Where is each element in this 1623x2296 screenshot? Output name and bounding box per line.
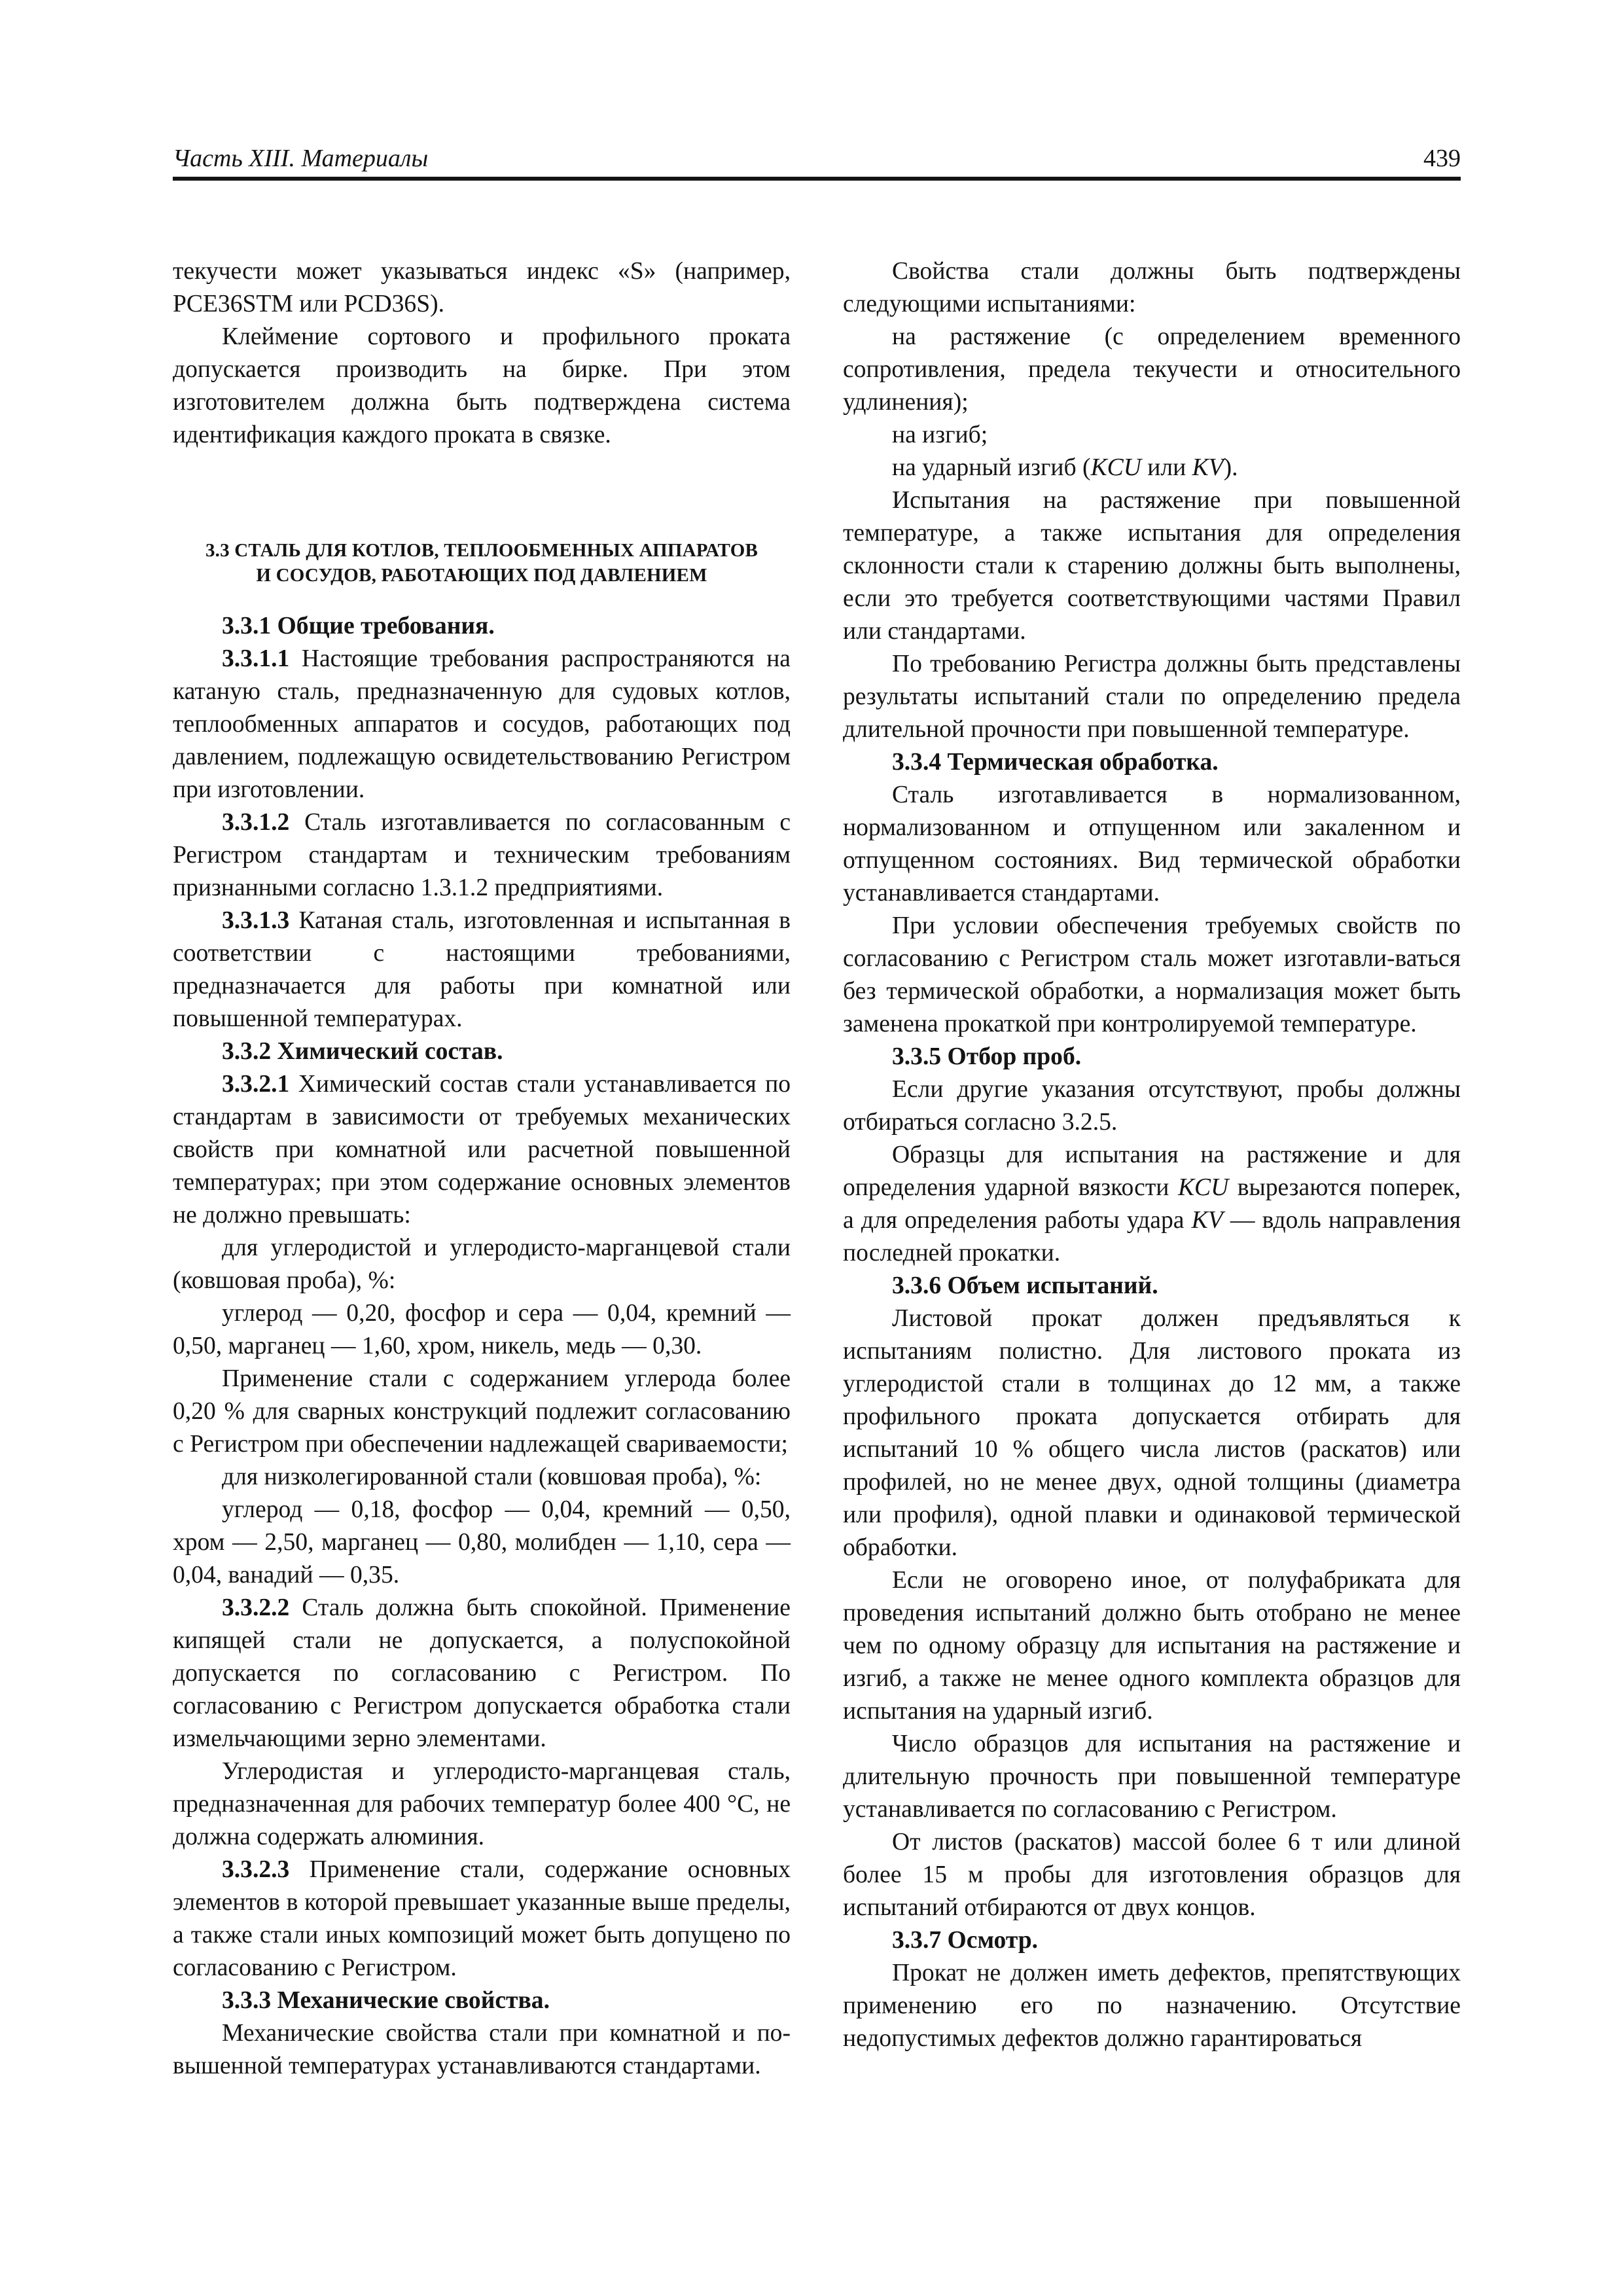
clause-number: 3.3.1.2 <box>222 809 290 836</box>
subsection-heading: 3.3.3 Механические свойства. <box>222 1987 550 2014</box>
paragraph <box>173 806 791 905</box>
kcu-symbol: KCU <box>1177 1174 1229 1201</box>
paragraph: Листовой прокат должен предъявляться к испытаниям полистно. Для листового проката из углеродистой стали в толщинах до 12 мм, а также профильного проката допускается отбирать для испытаний 10 % общего числа листов (раскатов) или профилей, но не менее двух, одной толщины (диаметра или профиля), одной плавки и одинаковой термической обработки. <box>843 1305 1461 1561</box>
paragraph: Углеродистая и углеродисто-марганцевая сталь, предназначенная для рабочих температур более 400 °C, не должна содержать алюминия. <box>173 1758 791 1850</box>
paragraph: Прокат не должен иметь дефектов, препятствующих применению его по назначению. Отсутствие недопустимых дефектов должно гарантироваться <box>843 1960 1461 2052</box>
paragraph: Если другие указания отсутствуют, пробы должны отбираться согласно 3.2.5. <box>843 1076 1461 1136</box>
section-heading-line-2: И СОСУДОВ, РАБОТАЮЩИХ ПОД ДАВЛЕНИЕМ <box>256 565 707 586</box>
paragraph: От листов (раскатов) массой более 6 т или длиной более 15 м пробы для изготовления образцов для испытаний отбираются от двух концов. <box>843 1829 1461 1921</box>
section-heading-line-1: 3.3 СТАЛЬ ДЛЯ КОТЛОВ, ТЕПЛООБМЕННЫХ АППАРАТОВ <box>205 540 758 561</box>
subsection-heading: 3.3.1 Общие требования. <box>222 613 495 639</box>
paragraph: на растяжение (с определением временного сопротивления, предела текучести и относительного удлинения); <box>843 323 1461 416</box>
paragraph <box>173 1592 791 1755</box>
paragraph: Свойства стали должны быть подтверждены следующими испытаниями: <box>843 258 1461 317</box>
page-number: 439 <box>1423 145 1461 172</box>
clause-text: Сталь изготавливается по согласованным с Регистром стандартам и техническим требованиям признанными согласно 1.3.1.2 предприятиями. <box>173 809 791 901</box>
spacer <box>173 588 791 610</box>
kv-symbol: KV <box>1191 1207 1223 1234</box>
spacer <box>173 452 791 538</box>
paragraph: Механические свойства стали при комнатной и повышенной температурах устанавливаются стандартами. <box>173 2020 791 2079</box>
paragraph: Если не оговорено иное, от полуфабриката для проведения испытаний должно быть отобрано не менее чем по одному образцу для испытания на растяжение и изгиб, а также не менее одного комплекта образцов для испытания на ударный изгиб. <box>843 1567 1461 1725</box>
text-run: на ударный изгиб ( <box>892 454 1091 481</box>
paragraph: для низколегированной стали (ковшовая проба), %: <box>222 1463 762 1490</box>
header-rule <box>173 177 1461 181</box>
page-header <box>173 143 1461 178</box>
clause-number: 3.3.2.2 <box>222 1594 290 1621</box>
paragraph: Сталь изготавливается в нормализованном, нормализованном и отпущенном или закаленном и отпущенном состояниях. Вид термической обработки устанавливается стандартами. <box>843 781 1461 906</box>
paragraph <box>173 643 791 806</box>
text-run: Образцы для испытания на растяжение и для определения ударной вязкости <box>843 1141 1461 1201</box>
clause-text: Катаная сталь, изготовленная и испытанная в соответствии с настоящими требованиями, предназначается для работы при комнатной или повышенной температурах. <box>173 907 791 1032</box>
section-heading <box>173 538 791 588</box>
paragraph <box>843 1139 1461 1270</box>
right-column <box>843 255 1461 2055</box>
text-run: или <box>1141 454 1192 481</box>
left-column <box>173 255 791 2083</box>
paragraph: углерод — 0,20, фосфор и сера — 0,04, кремний — 0,50, марганец — 1,60, хром, никель, медь — 0,30. <box>173 1300 791 1359</box>
subsection-heading: 3.3.5 Отбор проб. <box>892 1043 1082 1070</box>
clause-text: Применение стали, содержание основных элементов в которой превышает указанные выше пределы, а также стали иных композиций может быть допущено по согласованию с Регистром. <box>173 1856 791 1981</box>
subsection-heading: 3.3.6 Объем испытаний. <box>892 1272 1158 1299</box>
paragraph: для углеродистой и углеродисто-марганцевой стали (ковшовая проба), %: <box>173 1234 791 1294</box>
paragraph: на изгиб; <box>892 422 988 448</box>
paragraph: текучести может указываться индекс «S» (например, PCE36STM или PCD36S). <box>173 258 791 317</box>
paragraph: Применение стали с содержанием углерода более 0,20 % для сварных конструкций подлежит согласованию с Регистром при обеспечении надлежащей свариваемости; <box>173 1365 791 1458</box>
paragraph <box>843 452 1461 484</box>
clause-text: Сталь должна быть спокойной. Применение кипящей стали не допускается, а полуспокойной допускается по согласованию с Регистром. По согласованию с Регистром допускается обработка стали измельчающими зерно элементами. <box>173 1594 791 1752</box>
paragraph: Число образцов для испытания на растяжение и длительную прочность при повышенной температуре устанавливается по согласованию с Регистром. <box>843 1731 1461 1823</box>
clause-text: Настоящие требования распространяются на катаную сталь, предназначенную для судовых котлов, теплообменных аппаратов и сосудов, работающих под давлением, подлежащую освидетельствованию Регистром при изготовлении. <box>173 645 791 803</box>
paragraph: При условии обеспечения требуемых свойств по согласованию с Регистром сталь может изготавли-ваться без термической обработки, а нормализация может быть заменена прокаткой при контролируемой температуре. <box>843 912 1461 1037</box>
kcu-symbol: KCU <box>1090 454 1141 481</box>
paragraph <box>173 905 791 1035</box>
paragraph: Клеймение сортового и профильного проката допускается производить на бирке. При этом изготовителем должна быть подтверждена система идентификация каждого проката в связке. <box>173 323 791 448</box>
paragraph <box>173 1068 791 1232</box>
subsection-heading: 3.3.7 Осмотр. <box>892 1927 1039 1954</box>
paragraph: углерод — 0,18, фосфор — 0,04, кремний — 0,50, хром — 2,50, марганец — 0,80, молибден — 1,10, сера — 0,04, ванадий — 0,35. <box>173 1496 791 1588</box>
clause-text: Химический состав стали устанавливается по стандартам в зависимости от требуемых механических свойств при комнатной или расчетной повышенной температурах; при этом содержание основных элементов не должно превышать: <box>173 1071 791 1229</box>
paragraph: По требованию Регистра должны быть представлены результаты испытаний стали по определению предела длительной прочности при повышенной температуре. <box>843 651 1461 743</box>
clause-number: 3.3.1.3 <box>222 907 290 934</box>
clause-number: 3.3.2.3 <box>222 1856 290 1883</box>
text-run: вырезаются поперек, а для определения работы удара <box>843 1174 1461 1234</box>
paragraph <box>173 1854 791 1984</box>
paragraph: Испытания на растяжение при повышенной температуре, а также испытания для определения склонности стали к старению должны быть выполнены, если это требуется соответствующими частями Правил или стандартами. <box>843 487 1461 645</box>
clause-number: 3.3.1.1 <box>222 645 290 672</box>
running-title: Часть XIII. Материалы <box>173 145 429 172</box>
kv-symbol: KV <box>1192 454 1224 481</box>
clause-number: 3.3.2.1 <box>222 1071 290 1098</box>
text-run: ). <box>1223 454 1238 481</box>
subsection-heading: 3.3.2 Химический состав. <box>222 1038 503 1065</box>
text-run: — вдоль направления последней прокатки. <box>843 1207 1461 1266</box>
subsection-heading: 3.3.4 Термическая обработка. <box>892 749 1219 776</box>
